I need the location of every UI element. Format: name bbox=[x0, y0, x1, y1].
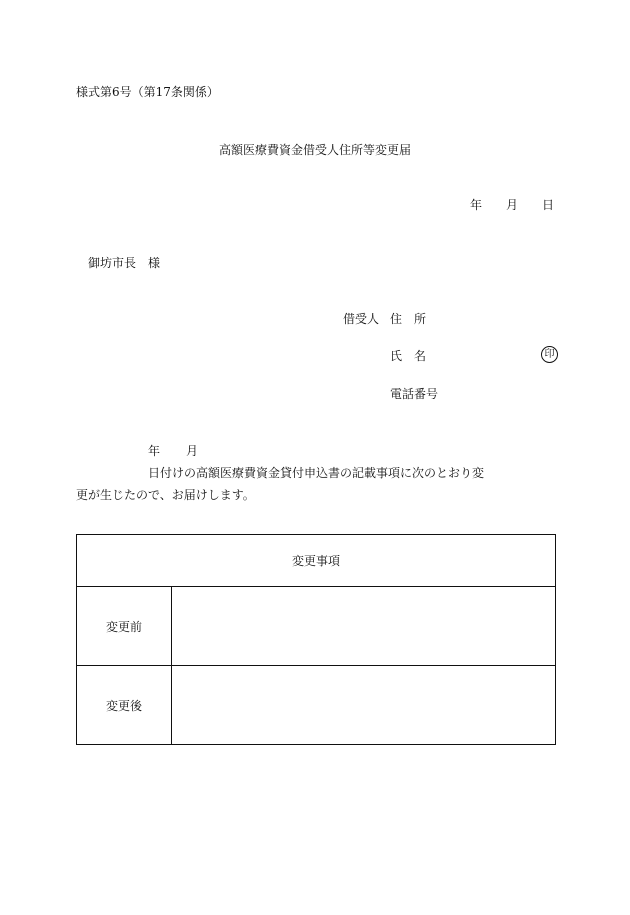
seal-mark-icon: 印 bbox=[541, 346, 558, 363]
notice-line-1 bbox=[76, 440, 556, 484]
notice-month-label: 月 bbox=[186, 444, 199, 458]
date-year-label: 年 bbox=[469, 198, 482, 212]
document-title: 高額医療費資金借受人住所等変更届 bbox=[218, 143, 411, 157]
after-change-field[interactable] bbox=[172, 666, 556, 745]
date-month-label: 月 bbox=[505, 198, 518, 212]
form-number: 様式第6号（第17条関係） bbox=[76, 85, 219, 99]
date-line bbox=[470, 197, 554, 213]
name-label: 氏 名 bbox=[390, 349, 427, 363]
borrower-role-label: 借受人 bbox=[343, 312, 380, 326]
phone-label: 電話番号 bbox=[390, 387, 439, 401]
address-label: 住 所 bbox=[390, 312, 427, 326]
notice-text bbox=[76, 440, 556, 506]
change-items-table bbox=[76, 534, 556, 745]
notice-line-2: 更が生じたので、お届けします。 bbox=[76, 488, 255, 502]
change-items-header: 変更事項 bbox=[77, 535, 556, 587]
notice-year-label: 年 bbox=[148, 444, 161, 458]
addressee: 御坊市長 様 bbox=[88, 256, 161, 270]
date-day-label: 日 bbox=[541, 198, 554, 212]
before-change-label: 変更前 bbox=[77, 587, 172, 666]
before-change-field[interactable] bbox=[172, 587, 556, 666]
notice-line-1-text: 日付けの高額医療費資金貸付申込書の記載事項に次のとおり変 bbox=[148, 466, 485, 480]
after-change-label: 変更後 bbox=[77, 666, 172, 745]
